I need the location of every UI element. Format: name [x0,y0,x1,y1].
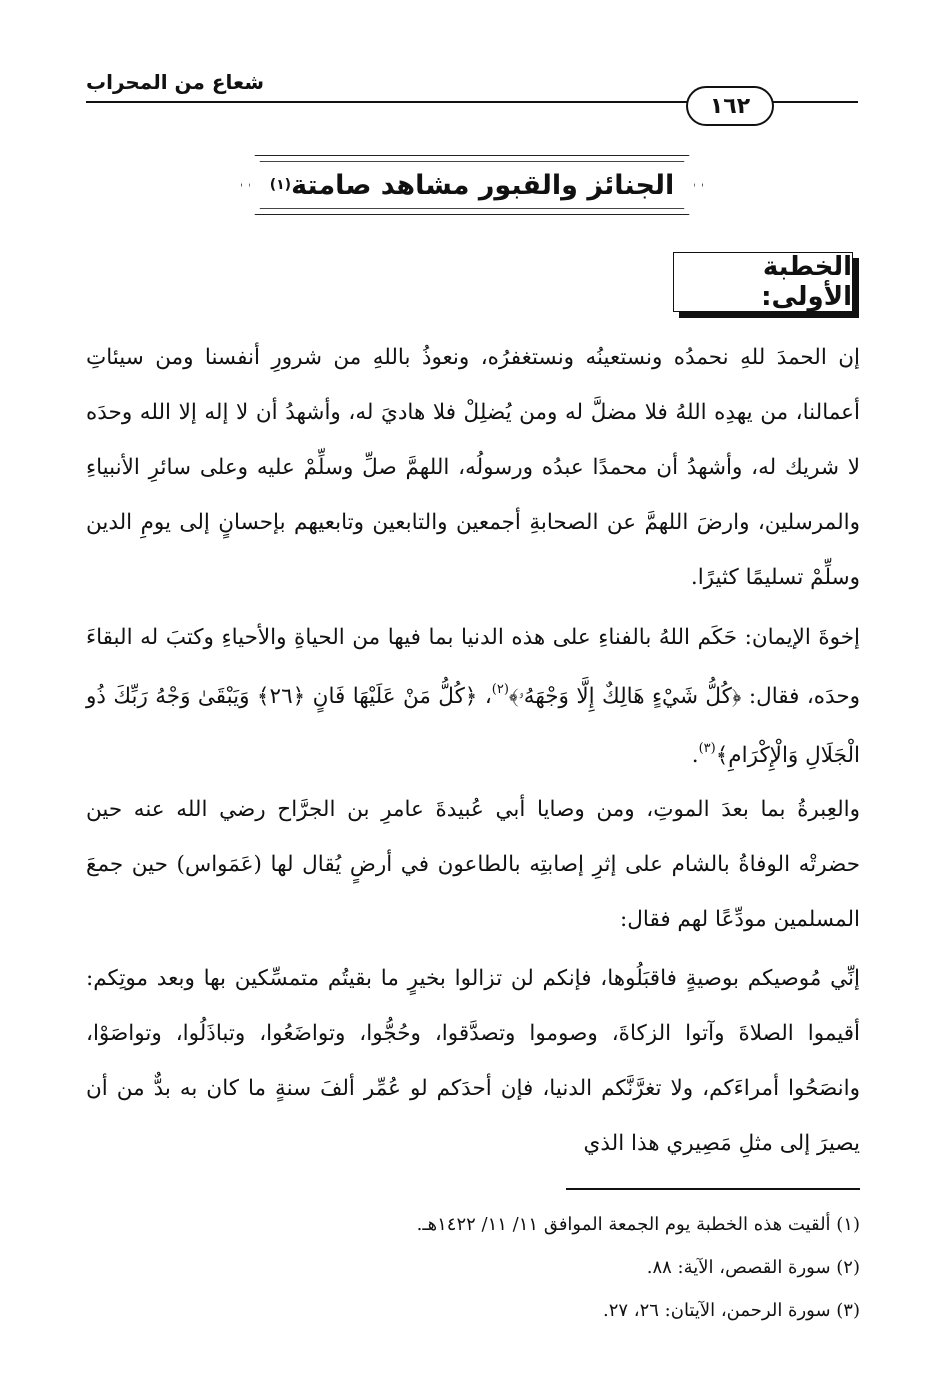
footnote-3: (٣) سورة الرحمن، الآيتان: ٢٦، ٢٧. [602,1300,860,1321]
paragraph-quran [86,612,860,782]
sermon-title-text: الجنائز والقبور مشاهد صامتة [291,169,675,201]
paragraph-abu-ubaidah [86,782,860,947]
paragraph-text: والعِبرةُ بما بعدَ الموتِ، ومن وصايا أبي عُبيدةَ عامرِ بن الجرَّاح رضي الله عنه حين حضرتْه الوفاةُ بالشام على إثرِ إصابتِه بالطاعون في أرضٍ يُقال لها (عَمَواس) حين جمعَ المسلمين مودِّعًا لهم فقال: [86,797,860,932]
paragraph-text [86,612,860,782]
quran-verse-2: ﴿كُلُّ مَنْ عَلَيْهَا فَانٍ ﴿٢٦﴾ وَيَبْقَىٰ وَجْهُ رَبِّكَ ذُو الْجَلَالِ وَالْإِكْرَامِ﴾ [86,684,860,768]
paragraph-intro: إخوةَ الإيمان: حَكَم اللهُ بالفناءِ على هذه الدنيا بما فيها من الحياةِ والأحياءِ وكتبَ له البقاءَ وحدَه، فقال: [86,625,861,709]
separator: ، [477,684,492,709]
footnotes [86,1203,860,1332]
paragraph-text: إن الحمدَ للهِ نحمدُه ونستعينُه ونستغفرُه، ونعوذُ باللهِ من شرورِ أنفسنا ومن سيئاتِ أعمالنا، من يهدِه اللهُ فلا مضلَّ له ومن يُضلِلْ فلا هاديَ له، وأشهدُ أن لا إله إلا الله وحدَه لا شريك له، وأشهدُ أن محمدًا عبدُه ورسولُه، اللهمَّ صلِّ وسلِّمْ عليه وعلى سائرِ الأنبياءِ والمرسلين، وارضَ اللهمَّ عن الصحابةِ أجمعين والتابعين وتابعيهم بإحسانٍ إلى يومِ الدين وسلِّمْ تسليمًا كثيرًا. [86,345,860,590]
sermon-title [241,155,703,215]
paragraph-advice [86,951,860,1171]
paragraph-end: . [691,743,699,768]
paragraph-text: إنِّي مُوصيكم بوصيةٍ فاقبَلُوها، فإنكم لن تزالوا بخيرٍ ما بقيتُم متمسِّكين بها وبعد موتِكم: أقيموا الصلاةَ وآتوا الزكاةَ، وصوموا وتصدَّقوا، وحُجُّوا، وتواضَعُوا، وتباذَلُوا، وتواصَوْا، وانصَحُوا أمراءَكم، ولا تغرَّنَّكم الدنيا، فإن أحدَكم لو عُمِّر ألفَ سنةٍ ما كان به بدٌّ من أن يصيرَ إلى مثلِ مَصِيري هذا الذي [86,966,860,1156]
footnote-ref-3: (٣) [698,741,716,756]
footnote-ref-2: (٢) [491,682,509,697]
page-number: ١٦٢ [686,86,774,126]
paragraph-opening [86,330,860,605]
section-heading: الخطبة الأولى: [673,252,853,312]
quran-verse-1: ﴿كُلُّ شَيْءٍ هَالِكٌ إِلَّا وَجْهَهُۥ﴾ [508,684,742,709]
running-header-book-title: شعاع من المحراب [86,70,265,94]
footnote-rule [566,1188,860,1190]
title-footnote-marker: (١) [269,177,292,193]
footnote-2: (٢) سورة القصص، الآية: ٨٨. [646,1257,860,1278]
footnote-1: (١) ألقيت هذه الخطبة يوم الجمعة الموافق ١١/ ١١/ ١٤٢٢هـ. [416,1214,860,1235]
